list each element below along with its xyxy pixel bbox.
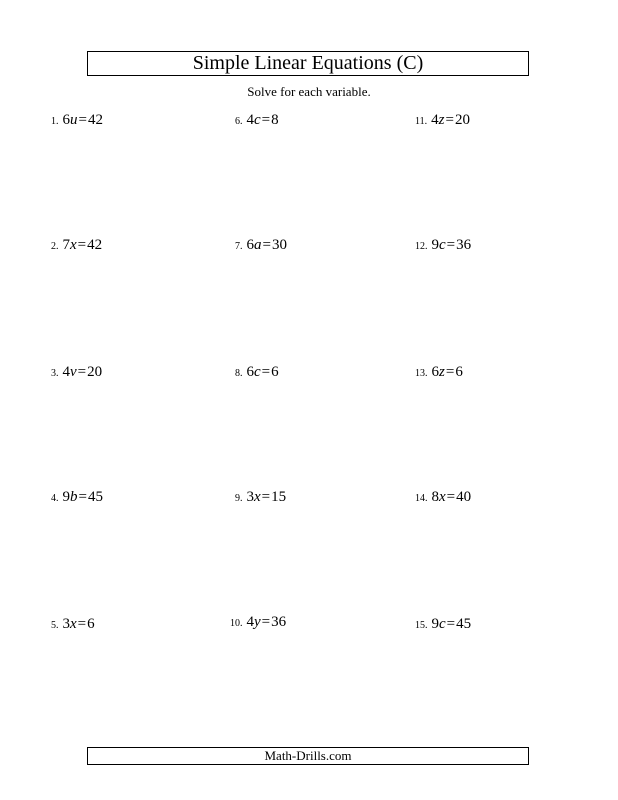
coefficient: 4 (246, 112, 254, 128)
variable: b (70, 489, 78, 505)
equation (63, 364, 103, 380)
variable: u (70, 112, 78, 128)
coefficient: 4 (431, 112, 439, 128)
coefficient: 9 (431, 616, 439, 632)
coefficient: 9 (431, 237, 439, 253)
right-hand-side: 20 (454, 112, 470, 128)
problem-number: 8. (235, 368, 243, 379)
coefficient: 8 (431, 489, 439, 505)
equation (431, 112, 470, 128)
coefficient: 3 (62, 616, 70, 632)
equation (247, 364, 279, 380)
equals-sign: = (77, 364, 87, 380)
variable: v (70, 364, 77, 380)
problem-item (235, 361, 415, 383)
variable: z (439, 364, 445, 380)
problem-item (415, 361, 595, 383)
problem-number: 3. (51, 368, 59, 379)
variable: y (254, 614, 261, 630)
variable: x (70, 616, 77, 632)
problem-number: 10. (230, 618, 243, 629)
equation (63, 616, 95, 632)
variable: z (438, 112, 445, 128)
right-hand-side: 6 (87, 616, 95, 632)
coefficient: 3 (246, 489, 254, 505)
right-hand-side: 15 (271, 489, 287, 505)
equals-sign: = (78, 489, 87, 505)
problem-number: 6. (235, 116, 243, 127)
right-hand-side: 6 (271, 364, 279, 380)
equation (432, 616, 472, 632)
worksheet-footer: Math-Drills.com (87, 747, 529, 765)
problem-number: 1. (51, 116, 59, 127)
problem-number: 12. (415, 241, 428, 252)
coefficient: 9 (62, 489, 70, 505)
equals-sign: = (261, 364, 271, 380)
problem-item (51, 613, 231, 635)
right-hand-side: 36 (271, 614, 287, 630)
problem-number: 15. (415, 620, 428, 631)
variable: c (439, 616, 446, 632)
right-hand-side: 8 (271, 112, 279, 128)
equals-sign: = (446, 237, 456, 253)
problem-item (235, 109, 415, 131)
right-hand-side: 40 (456, 489, 472, 505)
equals-sign: = (261, 614, 271, 630)
problem-item (415, 109, 595, 131)
coefficient: 6 (62, 112, 70, 128)
problem-item (235, 234, 415, 256)
problem-item (230, 611, 410, 633)
problem-item (235, 486, 415, 508)
right-hand-side: 45 (87, 489, 103, 505)
coefficient: 4 (246, 614, 254, 630)
problem-number: 13. (415, 368, 428, 379)
equals-sign: = (78, 112, 87, 128)
coefficient: 4 (62, 364, 70, 380)
problem-number: 2. (51, 241, 59, 252)
equals-sign: = (446, 489, 456, 505)
problem-item (51, 109, 231, 131)
right-hand-side: 20 (87, 364, 103, 380)
equals-sign: = (446, 616, 456, 632)
right-hand-side: 6 (455, 364, 463, 380)
equation (63, 489, 103, 505)
coefficient: 6 (431, 364, 439, 380)
problem-item (415, 613, 595, 635)
equation (432, 364, 463, 380)
right-hand-side: 42 (87, 112, 103, 128)
equals-sign: = (77, 616, 87, 632)
problem-number: 14. (415, 493, 428, 504)
equation (432, 237, 472, 253)
variable: c (254, 112, 261, 128)
right-hand-side: 45 (456, 616, 472, 632)
equals-sign: = (77, 237, 87, 253)
equation (432, 489, 472, 505)
variable: c (254, 364, 261, 380)
equals-sign: = (261, 489, 271, 505)
equation (247, 237, 287, 253)
variable: x (254, 489, 261, 505)
equation (247, 112, 279, 128)
variable: x (439, 489, 446, 505)
equation (63, 112, 103, 128)
variable: a (254, 237, 262, 253)
problem-number: 5. (51, 620, 59, 631)
equals-sign: = (261, 112, 271, 128)
worksheet-title: Simple Linear Equations (C) (87, 51, 529, 76)
problem-number: 7. (235, 241, 243, 252)
problem-item (51, 234, 231, 256)
coefficient: 6 (246, 364, 254, 380)
equation (247, 614, 287, 630)
coefficient: 6 (246, 237, 254, 253)
equals-sign: = (445, 112, 454, 128)
equation (63, 237, 103, 253)
equation (247, 489, 287, 505)
problem-item (415, 486, 595, 508)
problem-number: 11. (415, 116, 428, 127)
equals-sign: = (262, 237, 271, 253)
coefficient: 7 (62, 237, 70, 253)
equals-sign: = (445, 364, 455, 380)
variable: x (70, 237, 77, 253)
problem-number: 9. (235, 493, 243, 504)
problem-number: 4. (51, 493, 59, 504)
problem-item (415, 234, 595, 256)
right-hand-side: 30 (271, 237, 287, 253)
problem-item (51, 361, 231, 383)
variable: c (439, 237, 446, 253)
right-hand-side: 36 (456, 237, 472, 253)
right-hand-side: 42 (87, 237, 103, 253)
problem-item (51, 486, 231, 508)
worksheet-instructions: Solve for each variable. (247, 84, 371, 99)
